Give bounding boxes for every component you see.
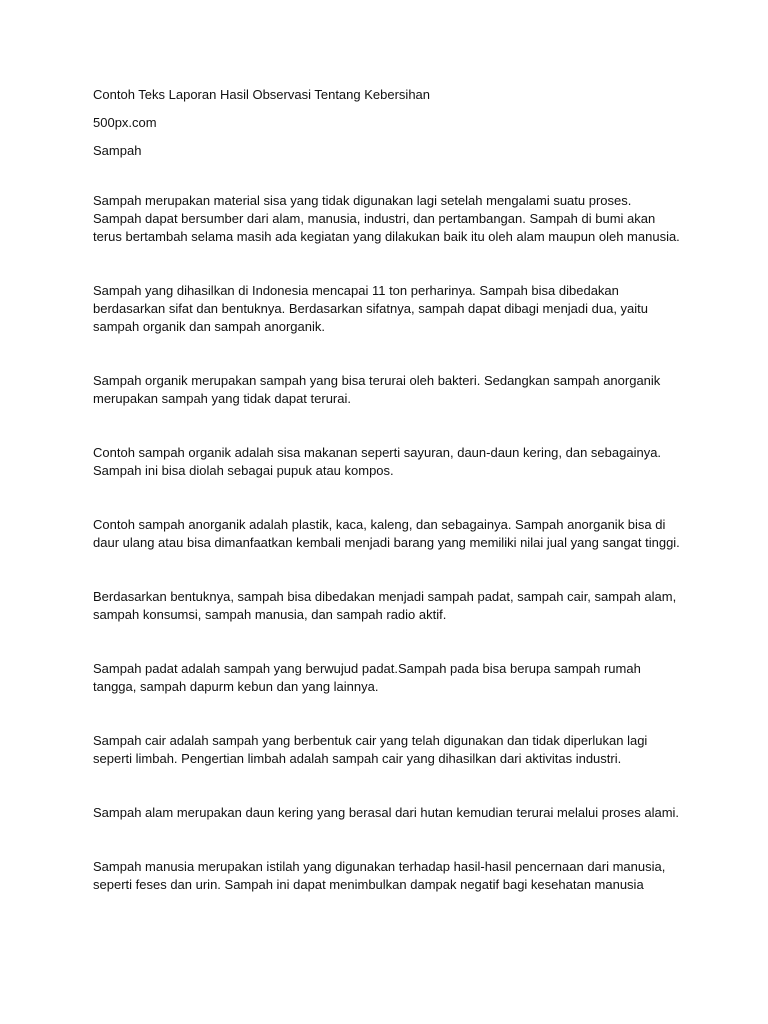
paragraph: Sampah merupakan material sisa yang tidak digunakan lagi setelah mengalami suatu proses. Sampah dapat bersumber dari alam, manusia, industri, dan pertambangan. Sampah di bumi akan terus bertambah selama masih ada kegiatan yang dilakukan baik itu oleh alam maupun oleh manusia. bbox=[93, 193, 680, 244]
paragraph: Sampah yang dihasilkan di Indonesia mencapai 11 ton perharinya. Sampah bisa dibedakan berdasarkan sifat dan bentuknya. Berdasarkan sifatnya, sampah dapat dibagi menjadi dua, yaitu sampah organik dan sampah anorganik. bbox=[93, 283, 649, 334]
document-title: Contoh Teks Laporan Hasil Observasi Tentang Kebersihan bbox=[93, 87, 431, 102]
source-credit: 500px.com bbox=[93, 115, 157, 130]
paragraph: Contoh sampah organik adalah sisa makanan seperti sayuran, daun-daun kering, dan sebagainya. Sampah ini bisa diolah sebagai pupuk atau kompos. bbox=[93, 445, 662, 478]
paragraph: Sampah manusia merupakan istilah yang digunakan terhadap hasil-hasil pencernaan dari manusia, seperti feses dan urin. Sampah ini dapat menimbulkan dampak negatif bagi kesehatan manusia bbox=[93, 859, 666, 892]
paragraph: Sampah padat adalah sampah yang berwujud padat.Sampah pada bisa berupa sampah rumah tangga, sampah dapurm kebun dan yang lainnya. bbox=[93, 661, 641, 694]
section-heading: Sampah bbox=[93, 143, 142, 158]
paragraph: Sampah alam merupakan daun kering yang berasal dari hutan kemudian terurai melalui proses alami. bbox=[93, 805, 680, 820]
paragraph: Sampah cair adalah sampah yang berbentuk cair yang telah digunakan dan tidak diperlukan lagi seperti limbah. Pengertian limbah adalah sampah cair yang dihasilkan dari aktivitas industri. bbox=[93, 733, 648, 766]
paragraph: Sampah organik merupakan sampah yang bisa terurai oleh bakteri. Sedangkan sampah anorganik merupakan sampah yang tidak dapat terurai. bbox=[93, 373, 661, 406]
document-page bbox=[93, 86, 693, 930]
paragraph: Berdasarkan bentuknya, sampah bisa dibedakan menjadi sampah padat, sampah cair, sampah alam, sampah konsumsi, sampah manusia, dan sampah radio aktif. bbox=[93, 589, 677, 622]
paragraph: Contoh sampah anorganik adalah plastik, kaca, kaleng, dan sebagainya. Sampah anorganik bisa di daur ulang atau bisa dimanfaatkan kembali menjadi barang yang memiliki nilai jual yang sangat tinggi. bbox=[93, 517, 680, 550]
